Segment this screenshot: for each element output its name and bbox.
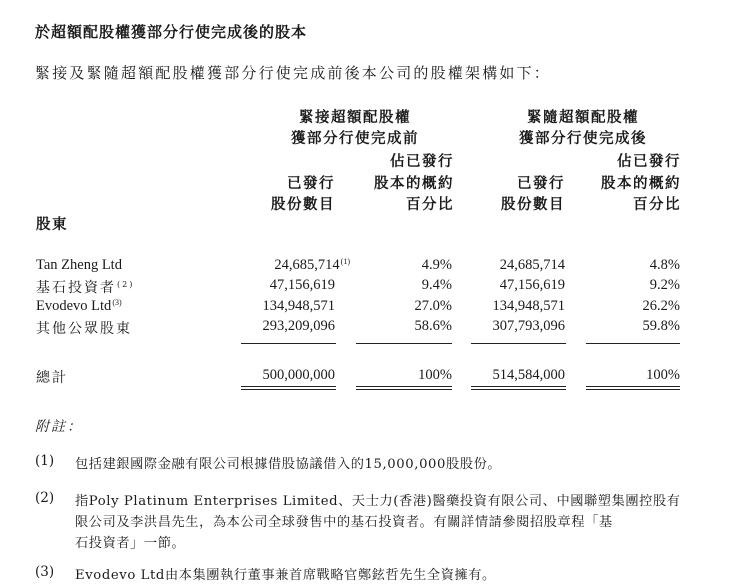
row-name: Tan Zheng Ltd bbox=[36, 257, 122, 273]
after-group-header-line2: 獲部分行使完成後 bbox=[519, 131, 647, 147]
footnote-ref: (1) bbox=[340, 257, 350, 266]
row-after-shares: 47,156,619 bbox=[499, 277, 565, 293]
row-before-pct: 27.0% bbox=[414, 298, 452, 314]
after-shares-header-line1: 已發行 bbox=[517, 176, 565, 192]
total-after-pct: 100% bbox=[646, 367, 680, 383]
row-before-shares: 24,685,714$^{(1)}$ bbox=[274, 257, 350, 273]
after-pct-header-line2: 股本的概約 bbox=[601, 176, 681, 192]
row-after-pct: 26.2% bbox=[642, 298, 680, 314]
shareholder-header: 股東 bbox=[36, 217, 68, 233]
divider bbox=[241, 389, 336, 390]
divider bbox=[241, 343, 336, 344]
intro-text: 緊接及緊隨超額配股權獲部分行使完成前後本公司的股權架構如下： bbox=[35, 64, 552, 82]
divider bbox=[356, 389, 452, 390]
divider bbox=[586, 389, 680, 390]
footnote-ref: (3) bbox=[112, 298, 122, 307]
note-text: 包括建銀國際金融有限公司根據借股協議借入的15,000,000股股份。 bbox=[75, 457, 502, 472]
notes-heading: 附註： bbox=[35, 419, 83, 435]
total-label: 總計 bbox=[36, 370, 68, 386]
before-pct-header-line3: 百分比 bbox=[406, 197, 454, 213]
row-after-shares: 24,685,714 bbox=[499, 257, 565, 273]
divider bbox=[471, 343, 566, 344]
row-after-shares: 134,948,571 bbox=[492, 298, 565, 314]
divider bbox=[241, 386, 336, 387]
row-before-shares: 47,156,619 bbox=[269, 277, 335, 293]
row-name: Evodevo Ltd$^{(3)}$ bbox=[36, 298, 122, 314]
row-before-pct: 9.4% bbox=[421, 277, 452, 293]
after-pct-header-line3: 百分比 bbox=[633, 197, 681, 213]
row-name: 基石投資者$^{(2)}$ bbox=[36, 280, 135, 296]
row-after-shares: 307,793,096 bbox=[492, 318, 565, 334]
after-pct-header-line1: 佔已發行 bbox=[617, 154, 681, 170]
before-pct-header-line1: 佔已發行 bbox=[390, 154, 454, 170]
divider bbox=[586, 386, 680, 387]
note-number: (1) bbox=[35, 453, 55, 469]
note-text: 石投資者」一節。 bbox=[75, 536, 186, 551]
row-after-pct: 9.2% bbox=[649, 277, 680, 293]
divider bbox=[586, 343, 680, 344]
row-before-pct: 4.9% bbox=[421, 257, 452, 273]
page-title: 於超額配股權獲部分行使完成後的股本 bbox=[35, 23, 308, 41]
total-after-shares: 514,584,000 bbox=[492, 367, 565, 383]
before-group-header-line1: 緊接超額配股權 bbox=[299, 110, 411, 126]
divider bbox=[471, 389, 566, 390]
row-after-pct: 59.8% bbox=[642, 318, 680, 334]
after-shares-header-line2: 股份數目 bbox=[501, 197, 565, 213]
before-group-header-line2: 獲部分行使完成前 bbox=[291, 131, 419, 147]
before-shares-header-line1: 已發行 bbox=[287, 176, 335, 192]
row-before-pct: 58.6% bbox=[414, 318, 452, 334]
row-before-shares: 134,948,571 bbox=[262, 298, 335, 314]
note-text: Evodevo Ltd由本集團執行董事兼首席戰略官鄭鉉哲先生全資擁有。 bbox=[75, 568, 496, 583]
divider bbox=[471, 386, 566, 387]
note-number: (2) bbox=[35, 490, 55, 506]
footnote-ref: (2) bbox=[117, 280, 135, 289]
total-before-pct: 100% bbox=[418, 367, 452, 383]
row-after-pct: 4.8% bbox=[649, 257, 680, 273]
divider bbox=[356, 343, 452, 344]
note-text: 指Poly Platinum Enterprises Limited、天士力(香港)醫藥投資有限公司、中國聯塑集團控股有 bbox=[75, 494, 681, 509]
divider bbox=[356, 386, 452, 387]
row-name: 其他公眾股東 bbox=[36, 321, 132, 337]
before-shares-header-line2: 股份數目 bbox=[271, 197, 335, 213]
note-text: 限公司及李洪昌先生，為本公司全球發售中的基石投資者。有關詳情請參閱招股章程「基 bbox=[75, 515, 613, 530]
before-pct-header-line2: 股本的概約 bbox=[374, 176, 454, 192]
row-before-shares: 293,209,096 bbox=[262, 318, 335, 334]
after-group-header-line1: 緊隨超額配股權 bbox=[527, 110, 639, 126]
note-number: (3) bbox=[35, 564, 55, 580]
total-before-shares: 500,000,000 bbox=[262, 367, 335, 383]
